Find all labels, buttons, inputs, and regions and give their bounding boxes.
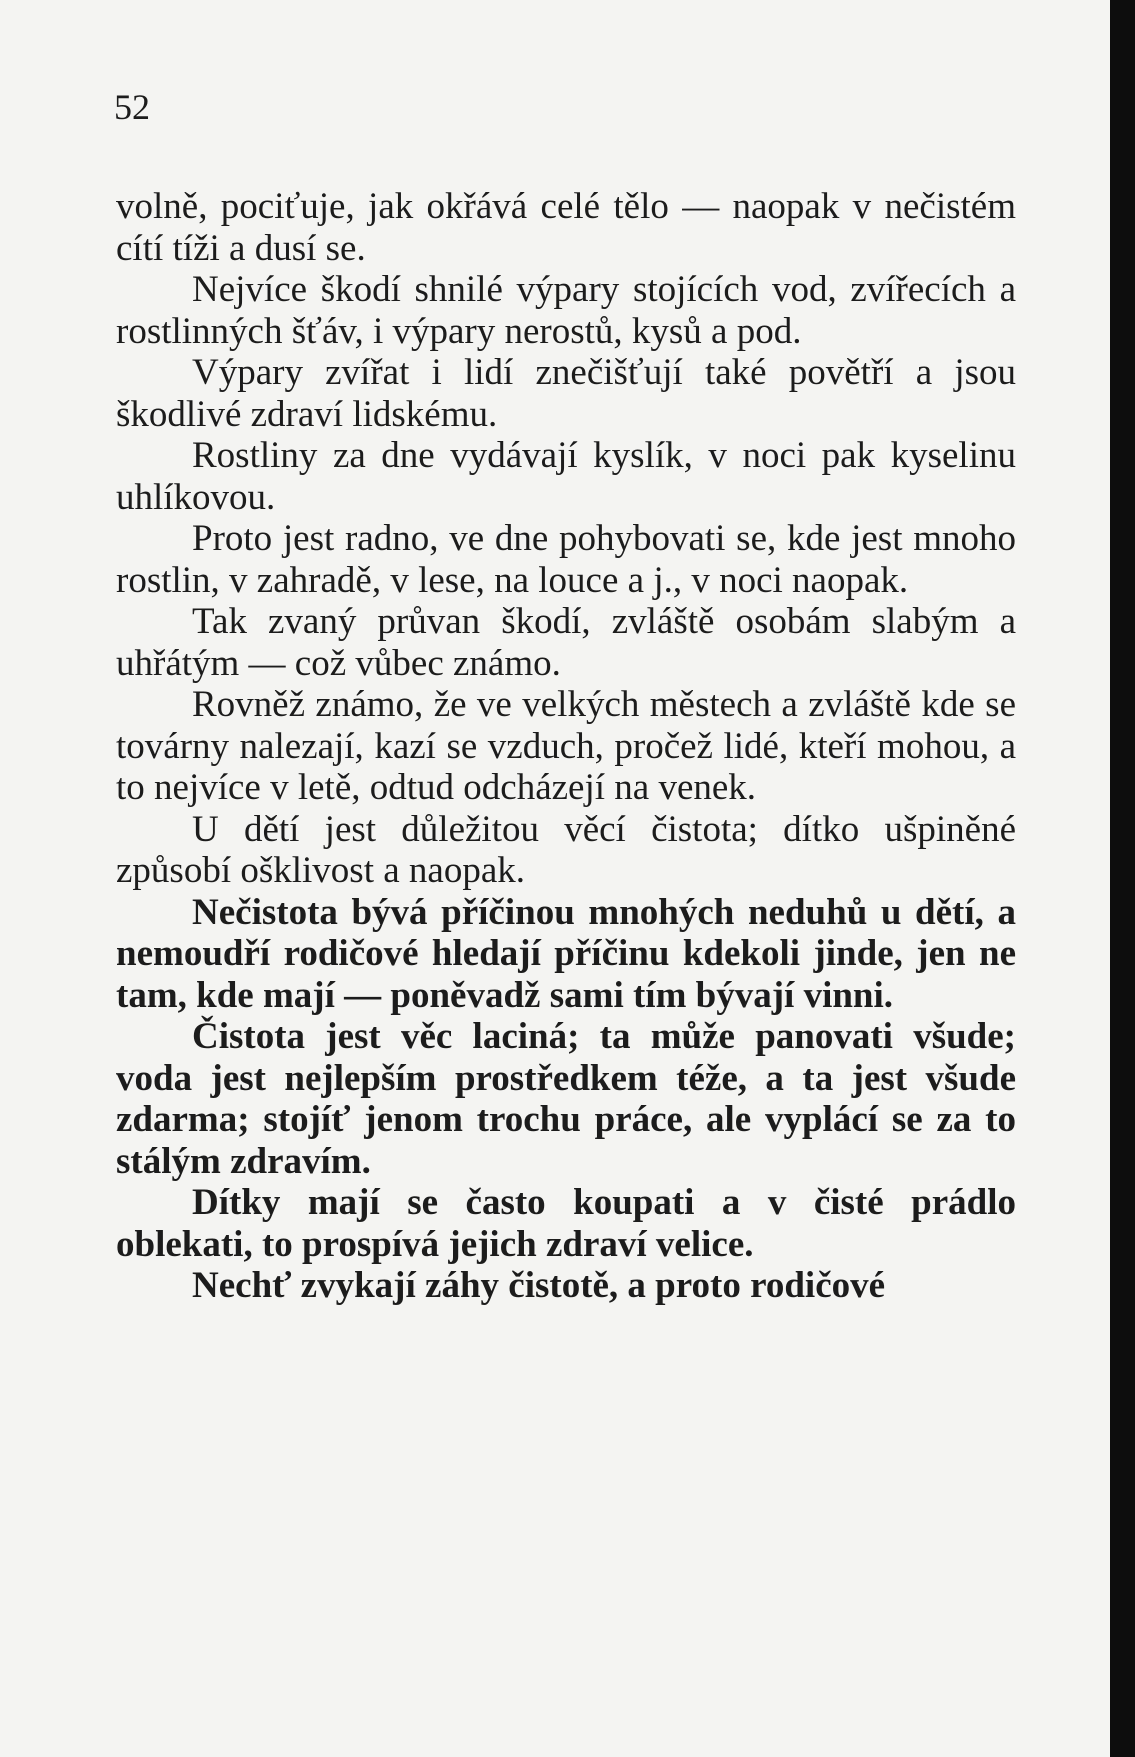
paragraph: Rostliny za dne vydávají kyslík, v noci pak kyselinu uhlíkovou. xyxy=(116,435,1016,518)
paragraph: Výpary zvířat i lidí znečišťují také povětří a jsou škodlivé zdraví lidskému. xyxy=(116,352,1016,435)
paragraph: Nejvíce škodí shnilé výpary stojících vod, zvířecích a rostlinných šťáv, i výpary nerostů, kysů a pod. xyxy=(116,269,1016,352)
paragraph: Nechť zvykají záhy čistotě, a proto rodičové xyxy=(192,1265,886,1306)
page-number: 52 xyxy=(114,87,150,127)
paragraph: U dětí jest důležitou věcí čistota; dítko ušpiněné způsobí ošklivost a naopak. xyxy=(116,808,1016,891)
paragraph: Dítky mají se často koupati a v čisté prádlo oblekati, to prospívá jejich zdraví velice. xyxy=(116,1182,1016,1265)
scan-edge xyxy=(1110,0,1135,1757)
paragraph: Rovněž známo, že ve velkých městech a zvláště kde se továrny nalezají, kazí se vzduch, pročež lidé, kteří mohou, a to nejvíce v letě, odtud odcházejí na venek. xyxy=(116,684,1016,808)
paragraph: Čistota jest věc laciná; ta může panovati všude; voda jest nejlepším prostředkem téže, a ta jest všude zdarma; stojíť jenom trochu práce, ale vyplácí se za to stálým zdravím. xyxy=(116,1016,1016,1182)
paragraph: Proto jest radno, ve dne pohybovati se, kde jest mnoho rostlin, v zahradě, v lese, na louce a j., v noci naopak. xyxy=(116,518,1016,601)
paragraph: volně, pociťuje, jak okřává celé tělo — naopak v nečistém cítí tíži a dusí se. xyxy=(116,186,1016,269)
paragraph: Tak zvaný průvan škodí, zvláště osobám slabým a uhřátým — což vůbec známo. xyxy=(116,601,1016,684)
body-text xyxy=(116,186,1016,1307)
paragraph: Nečistota bývá příčinou mnohých neduhů u dětí, a nemoudří rodičové hledají příčinu kdekoli jinde, jen ne tam, kde mají — poněvadž sami tím bývají vinni. xyxy=(116,891,1016,1016)
